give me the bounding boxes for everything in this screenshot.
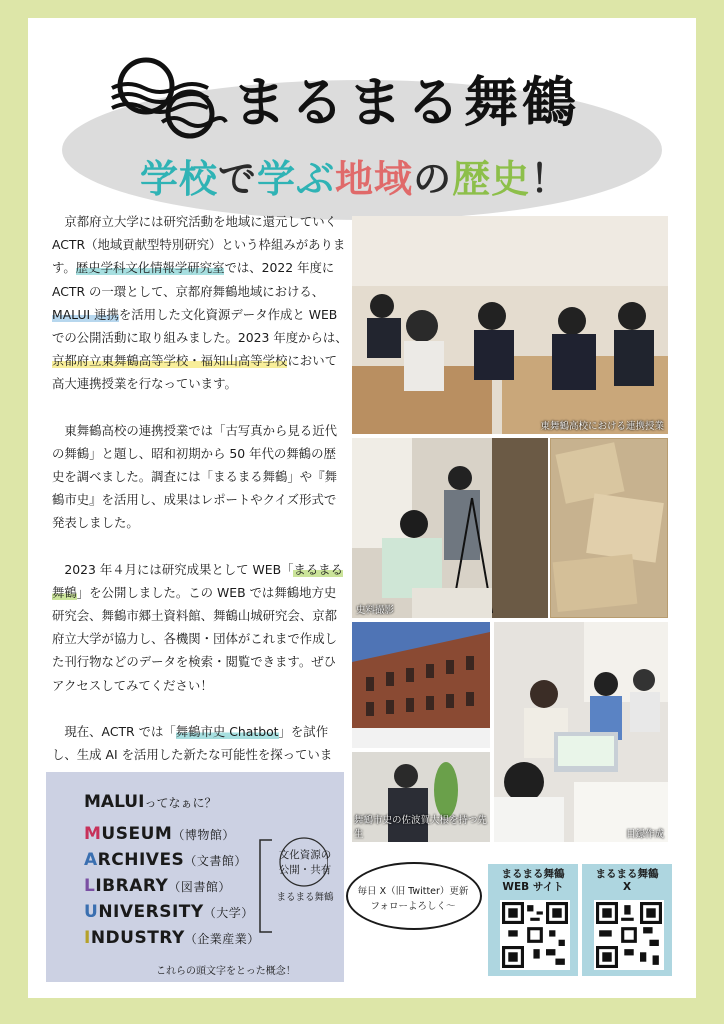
acronym-rest: RCHIVES [97, 850, 185, 870]
photo-brick-warehouse [352, 622, 490, 748]
qr-code-icon[interactable] [500, 900, 570, 970]
malui-side-note [270, 848, 340, 878]
bubble-text [350, 884, 476, 914]
acronym-letter: U [84, 902, 99, 922]
acronym-ja: （大学） [203, 906, 254, 920]
acronym-ja: （図書館） [168, 880, 231, 894]
photo-caption: 東舞鶴高校における連携授業 [540, 421, 664, 432]
photo-teacher-radish [352, 752, 490, 842]
page-subtitle [140, 148, 569, 203]
side-line: 公開・共有 [278, 864, 332, 876]
acronym-university [84, 902, 254, 922]
subtitle-part: で [218, 157, 258, 201]
acronym-letter: M [84, 824, 102, 844]
bubble-line: フォローよろしく～ [370, 901, 456, 912]
qr-line: まるまる舞鶴 [595, 868, 659, 880]
page-title: まるまる舞鶴 [232, 70, 580, 134]
qr-title [488, 868, 578, 894]
cataloguing-image [494, 622, 668, 842]
malui-note: これらの頭文字をとった概念！ [156, 966, 296, 977]
acronym-ja: （博物館） [172, 828, 235, 842]
subtitle-part: 学校 [140, 157, 219, 201]
text: 2023 年４月には研究成果として WEB「 [64, 561, 294, 577]
acronym-ja: （企業産業） [184, 932, 260, 946]
acronym-rest: IBRARY [95, 876, 169, 896]
paragraph-1 [52, 210, 348, 396]
text: 京都府立大学には研究活動を地域に還元していく ACTR（地域貢献型特別研究）という枠組みがあります。 [52, 214, 346, 276]
acronym-letter: A [84, 850, 98, 870]
qr-website-box[interactable] [488, 864, 578, 976]
qr-line: WEB サイト [502, 881, 564, 893]
photo-old-documents [550, 438, 668, 618]
highlight-malui: MALUI 連携 [52, 306, 119, 322]
acronym-rest: NIVERSITY [98, 902, 204, 922]
acronym-archives [84, 850, 247, 870]
qr-x-box[interactable] [582, 864, 672, 976]
text: 」を試作し、生成 AI を活用した新たな可能性を探っていま [52, 723, 333, 763]
highlight-schools: 京都府立東舞鶴高等学校・福知山高等学校 [52, 353, 288, 369]
text: では、2022 年度に ACTR の一環として、京都府舞鶴地域における、 [52, 260, 335, 299]
text: 現在、ACTR では「 [64, 723, 176, 739]
acronym-rest: USEUM [101, 824, 173, 844]
qr-line: X [622, 881, 632, 893]
malui-side-bracket-icon [242, 822, 328, 942]
classroom-image [352, 216, 668, 434]
highlight-lab: 歴史学科文化情報学研究室 [75, 260, 225, 276]
malui-side-brand: まるまる舞鶴 [276, 892, 334, 903]
paragraph-3 [52, 558, 348, 697]
subtitle-part: 歴史 [452, 157, 531, 201]
logo-waves-icon [108, 52, 228, 142]
subtitle-part: ！ [530, 157, 570, 201]
acronym-letter: L [84, 876, 96, 896]
side-line: 文化資源の [278, 849, 332, 861]
subtitle-part: 学ぶ [257, 157, 336, 201]
qr-title [582, 868, 672, 894]
documents-image [550, 438, 668, 618]
warehouse-image [352, 622, 490, 748]
photo-caption: 史料撮影 [356, 605, 395, 616]
subtitle-part: の [413, 157, 453, 201]
acronym-letter: I [84, 928, 91, 948]
malui-word: MALUI [84, 792, 145, 812]
acronym-ja: （文書館） [184, 854, 247, 868]
highlight-web: まるまる舞鶴 [52, 561, 344, 600]
acronym-library [84, 876, 231, 896]
acronym-industry [84, 928, 260, 948]
paragraph-2: 東舞鶴高校の連携授業では「古写真から見る近代の舞鶴」と題し、昭和初期から 50 年代の舞鶴の歴史を調べました。調査には「まるまる舞鶴」や『舞鶴市史』を活用し、成果はレポートやクイズ形式で発表しました。 [52, 422, 337, 531]
malui-question-suffix: ってなぁに？ [144, 796, 217, 810]
acronym-rest: NDUSTRY [90, 928, 185, 948]
text: を活用した文化資源データ作成と WEB での公開活動に取り組みました。2023 年度からは、 [52, 306, 348, 346]
acronym-museum [84, 824, 235, 844]
qr-code-icon[interactable] [594, 900, 664, 970]
photo-classroom [352, 216, 668, 434]
shooting-image [352, 438, 548, 618]
photo-caption: 舞鶴市史の佐波賀大根を持つ先生 [354, 815, 488, 840]
article-body [52, 210, 348, 812]
malui-question [84, 792, 216, 812]
highlight-chatbot: 舞鶴市史 Chatbot [175, 723, 279, 739]
text: において高大連携授業を行なっています。 [52, 353, 337, 392]
photo-caption: 目録作成 [625, 829, 664, 840]
qr-line: まるまる舞鶴 [501, 868, 565, 880]
photo-cataloguing [494, 622, 668, 842]
subtitle-part: 地域 [335, 157, 414, 201]
photo-document-shooting [352, 438, 548, 618]
bubble-line: 毎日 X（旧 Twitter）更新 [357, 886, 469, 897]
text: 」を公開しました。この WEB では舞鶴地方史研究会、舞鶴市郷土資料館、舞鶴山城研究会、京都府立大学が協力し、各機関・団体がこれまで作成した刊行物などのデータを検索・閲覧できます。ぜひアクセスしてみてください！ [52, 584, 337, 693]
